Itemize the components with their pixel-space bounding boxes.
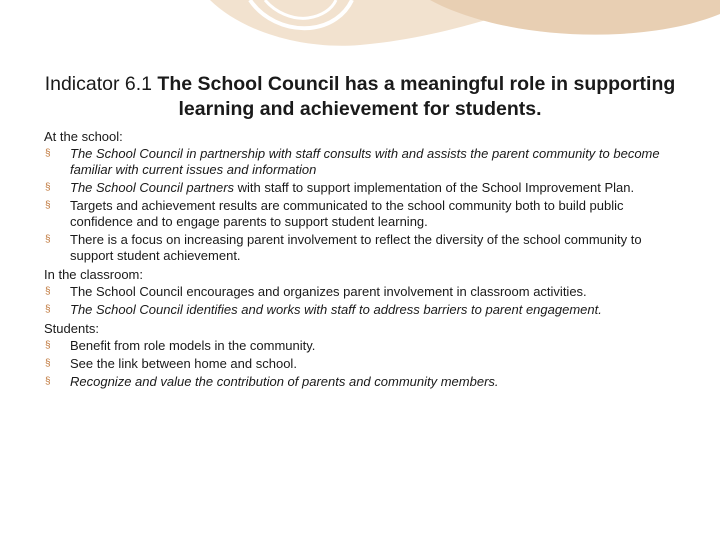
banner-ring-shape <box>265 0 336 18</box>
section-heading-school: At the school: <box>44 129 123 144</box>
list-item: § Recognize and value the contribution of parents and community members. <box>45 374 499 389</box>
section-sign-icon: § <box>45 286 51 297</box>
banner-band-shape <box>430 0 720 35</box>
section-sign-icon: § <box>45 182 51 193</box>
list-item: § Benefit from role models in the community. <box>45 338 316 353</box>
section-sign-icon: § <box>45 200 51 211</box>
list-item: § The School Council encourages and organizes parent involvement in classroom activities. <box>45 284 587 299</box>
section-sign-icon: § <box>45 358 51 369</box>
list-item: § There is a focus on increasing parent involvement to reflect the diversity of the school community to support student achievement. <box>45 232 642 263</box>
list-item: § The School Council in partnership with staff consults with and assists the parent community to become familiar with current issues and information <box>45 146 660 177</box>
list-item: § The School Council identifies and works with staff to address barriers to parent engagement. <box>45 302 602 317</box>
students-list <box>44 338 684 390</box>
slide-title <box>40 72 680 122</box>
list-item: § Targets and achievement results are communicated to the school community both to build public confidence and to engage parents to support student learning. <box>45 198 624 229</box>
section-sign-icon: § <box>45 340 51 351</box>
section-sign-icon: § <box>45 148 51 159</box>
banner-ring-shape <box>250 0 352 28</box>
section-heading-students: Students: <box>44 321 99 336</box>
list-item: § The School Council partners with staff to support implementation of the School Improvement Plan. <box>45 180 635 195</box>
decorative-banner <box>0 0 720 60</box>
section-heading-classroom: In the classroom: <box>44 267 143 282</box>
banner-swirl-shape <box>210 0 540 46</box>
classroom-list <box>44 284 684 318</box>
list-item: § See the link between home and school. <box>45 356 297 371</box>
title-statement: The School Council has a meaningful role in supporting learning and achievement for students. <box>157 73 676 120</box>
section-sign-icon: § <box>45 234 51 245</box>
school-list <box>44 146 684 264</box>
section-sign-icon: § <box>45 376 51 387</box>
slide-body <box>44 128 684 392</box>
title-indicator-number: Indicator 6.1 <box>44 73 158 95</box>
section-sign-icon: § <box>45 304 51 315</box>
